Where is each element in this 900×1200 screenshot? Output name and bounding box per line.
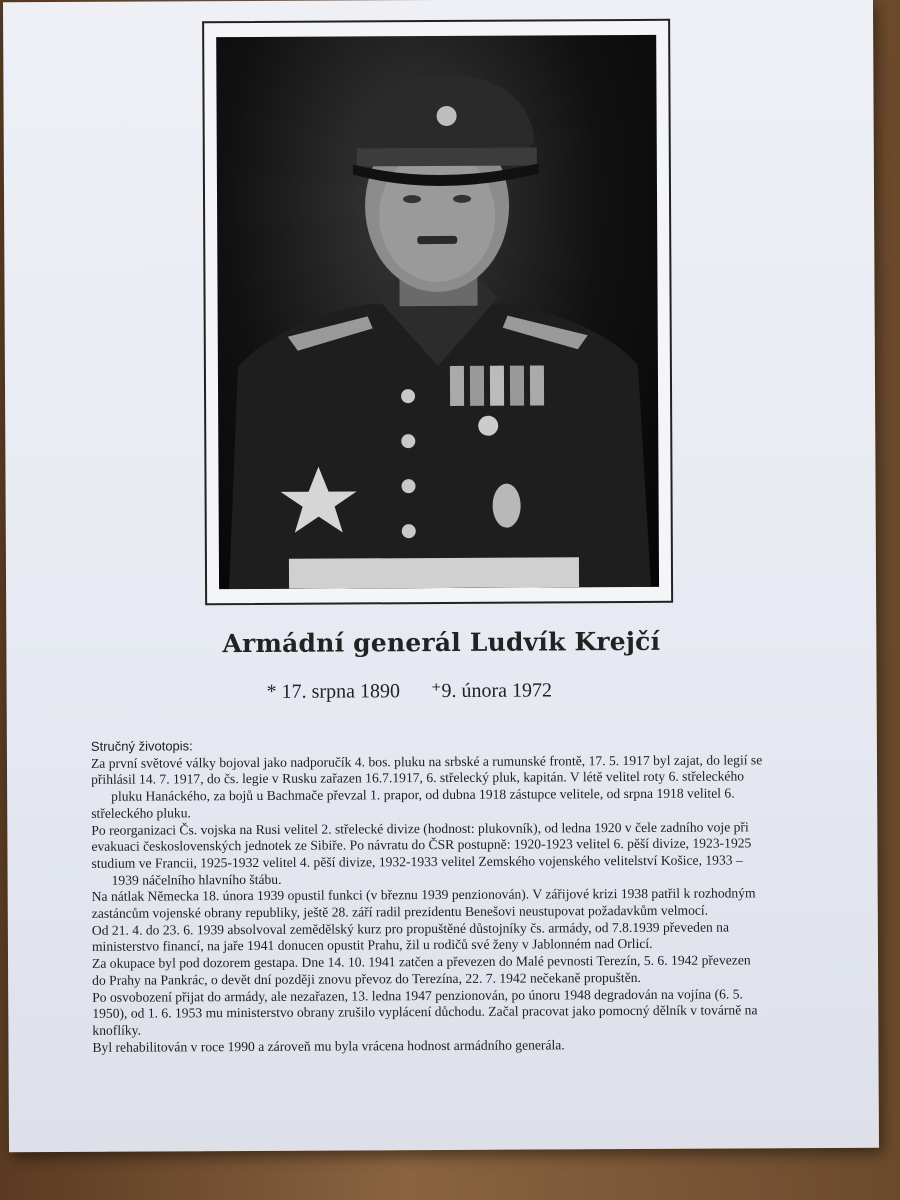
- biography-line: Po reorganizaci Čs. vojska na Rusi velitel 2. střelecké divize (hodnost: plukovník), od ledna 1920 v čele zadního voje při: [91, 818, 749, 838]
- biography-line: Za okupace byl pod dozorem gestapa. Dne 14. 10. 1941 zatčen a převezen do Malé pevnosti Terezín, 5. 6. 1942 převezen: [91, 952, 751, 971]
- biography-line: přihlásil 14. 7. 1917, do čs. legie v Rusku zařazen 16.7.1917, 6. střelecký pluk, kapitán. V létě velitel roty 6. střeleckého: [91, 768, 745, 788]
- biography-line: evakuaci československých jednotek ze Sibiře. Po návratu do ČSR postupně: 1920-1923 velitel 6. pěší divize, 1923-1925: [91, 835, 752, 855]
- life-dates: [267, 677, 553, 703]
- biography-heading: Stručný životopis:: [90, 738, 193, 754]
- general-portrait-icon: [216, 35, 659, 589]
- biography-line: ministerstvo financí, na jaře 1941 donucen opustit Prahu, žil u rodičů své ženy v Jablonném nad Orlicí.: [91, 936, 653, 955]
- biography-line: 1939 náčelního hlavního štábu.: [111, 871, 282, 888]
- portrait-frame: [202, 19, 673, 605]
- biography-line: pluku Hanáckého, za bojů u Bachmače převzal 1. prapor, od dubna 1918 zástupce velitele, od srpna 1918 velitel 6.: [111, 785, 735, 804]
- biography-line: Od 21. 4. do 23. 6. 1939 absolvoval zemědělský kurz pro propuštěné důstojníky čs. armády, od 7.8.1939 převeden na: [91, 919, 730, 938]
- biography-line: zastáncům vojenské obrany republiky, ještě 28. září radil prezidentu Benešovi neustupovat požadavkům velmocí.: [91, 902, 709, 921]
- portrait-photo: [216, 35, 659, 589]
- biography-line: knoflíky.: [92, 1022, 142, 1038]
- birth-date: * 17. srpna 1890: [266, 680, 400, 703]
- biography-line: 1950), od 1. 6. 1953 mu ministerstvo obrany zrušilo vyplácení důchodu. Začal pracovat jako pomocný dělník v továrně na: [92, 1002, 758, 1022]
- page-title: Armádní generál Ludvík Krejčí: [222, 626, 661, 659]
- biography-line: Byl rehabilitován v roce 1990 a zároveň mu byla vrácena hodnost armádního generála.: [92, 1037, 565, 1055]
- biography-line: Na nátlak Německa 18. února 1939 opustil funkci (v březnu 1939 penzionován). V zářijové krizi 1938 patřil k rozhodným: [91, 885, 756, 905]
- death-date: ⁺9. února 1972: [430, 679, 553, 703]
- biography-line: střeleckého pluku.: [91, 805, 191, 821]
- biography-line: Po osvobození přijat do armády, ale nezařazen, 13. ledna 1947 penzionován, po únoru 1948 degradován na vojína (6. 5.: [92, 985, 743, 1005]
- biography-line: studium ve Francii, 1925-1932 velitel 4. pěší divize, 1932-1933 velitel Zemského vojenského velitelství Košice, 1933 –: [91, 852, 743, 871]
- biography-line: Za první světové války bojoval jako nadporučík 4. bos. pluku na srbské a rumunské frontě, 17. 5. 1917 byl zajat, do legií se: [90, 752, 763, 771]
- biography-line: do Prahy na Pankrác, o devět dní později znovu převoz do Terezína, 22. 7. 1942 nečekaně propuštěn.: [92, 969, 641, 988]
- paper-sheet: [3, 0, 879, 1152]
- biography: [91, 735, 821, 1056]
